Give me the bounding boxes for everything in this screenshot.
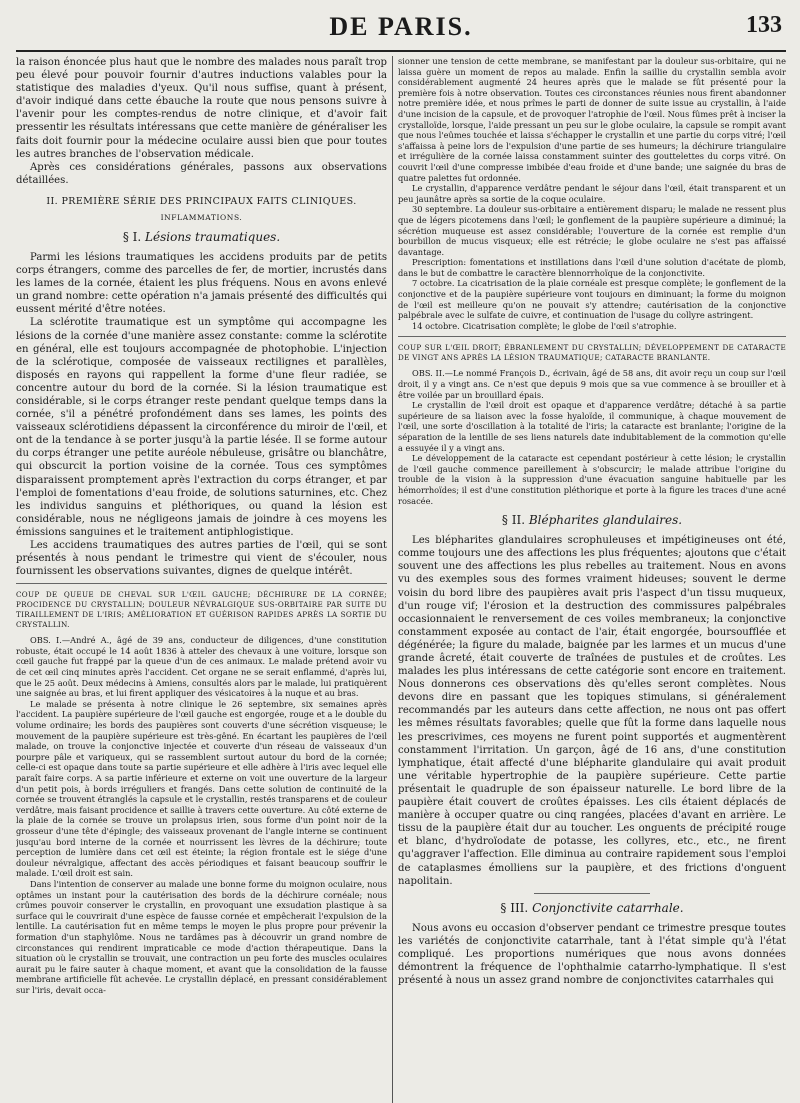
observation-paragraph: OBS. I.—André A., âgé de 39 ans, conducteur de diligences, d'une constitution robuste, était occupé le 14 août 1836 à atteler des chevaux à une voiture, lorsque son cœil gauche fut frappé par la queue d'un de ces animaux. Le malade prétend avoir vu de cet œil cinq minutes après l'accident. Cet organe ne se serait enflammé, d'après lui, que le 25 août. Deux médecins à Amiens, consultés alors par le malade, lui pratiquèrent une saignée au bras, et lui firent appliquer des vésicatoires à la nuque et au bras. <box>16 635 387 699</box>
observation-paragraph: Le malade se présenta à notre clinique le 26 septembre, six semaines après l'accident. La paupière supérieure de l'œil gauche est engorgée, rouge et a le double du volume ordinaire; les bords des paupières sont couverts d'une sécrétion visqueuse; le mouvement de la paupière supérieure est très-gêné. En écartant les paupières de l'œil malade, on trouve la conjonctive injectée et couverte d'un réseau de vaisseaux d'un pourpre pâle et variqueux, qui se rassemblent surtout autour du bord de la cornée; celle-ci est opaque dans toute sa partie supérieure et elle adhère à l'iris avec lequel elle paraît faire corps. A sa partie inférieure et externe on voit une ouverture de la largeur d'un petit pois, à bords irréguliers et frangés. Dans cette solution de continuité de la cornée se trouvent étranglés la capsule et le crystallin, restés transparens et de couleur verdâtre, mais faisant procidence et saillie à travers cette ouverture. Au côté externe de la plaie de la cornée se trouve un prolapsus irien, sous forme d'un point noir de la grosseur d'une tête d'épingle; des vaisseaux provenant de l'angle interne se continuent jusqu'au bord interne de la cornée et nourrissent les lèvres de la déchirure; toute perception de lumière dans cet œil est éteinte; la région frontale est le siége d'une douleur névralgique, affectant des accès périodiques et faisant beaucoup souffrir le malade. L'œil droit est sain. <box>16 698 387 879</box>
section-title: Conjonctivite catarrhale. <box>532 900 684 915</box>
paragraph: la raison énoncée plus haut que le nombre des malades nous paraît trop peu élevé pour pouvoir fournir d'autres inductions valables pour la statistique des maladies d'yeux. Qu'il nous suffise, quant à présent, d'avoir indiqué dans cette ébauche la route que nous pensons suivre à l'avenir pour les comptes-rendus de notre clinique, et d'avoir fait pressentir les résultats intéressans que cette manière de généraliser les faits doit fournir pour la médecine oculaire aussi bien que pour toutes les autres branches de l'observation médicale. <box>16 57 387 160</box>
paragraph: Parmi les lésions traumatiques les accidens produits par de petits corps étrangers, comme des parcelles de fer, de mortier, incrustés dans les lames de la cornée, étaient les plus fréquens. Nous en avons enlevé un grand nombre: cette opération n'a jamais présenté des difficultés qui eussent mérité d'être notées. <box>16 251 387 316</box>
observation-caption: COUP DE QUEUE DE CHEVAL SUR L'ŒIL GAUCHE; DÉCHIRURE DE LA CORNÉE; PROCIDENCE DU CRYSTALLIN; DOULEUR NÉVRALGIQUE SUS-ORBITAIRE PAR SUITE DU TIRAILLEMENT DE L'IRIS; AMÉLIORATION ET GUÉRISON RAPIDES APRÈS LA SORTIE DU CRYSTALLIN. <box>16 590 387 630</box>
section-heading <box>16 229 387 245</box>
section-number: § I. <box>122 229 142 244</box>
section-number: § III. <box>500 900 529 915</box>
observation-paragraph: Prescription: fomentations et instillations dans l'œil d'une solution d'acétate de plomb, dans le but de combattre le caractère blennorrhoïque de la conjonctivite. <box>398 257 786 278</box>
observation-paragraph: 30 septembre. La douleur sus-orbitaire a entièrement disparu; le malade ne ressent plus que de légers picotemens dans l'œil; le gonflement de la paupière supérieure a diminué; la sécrétion muqueuse est assez considérable; l'ouverture de la cornée est remplie d'un bourbillon de mucus visqueux; elle est rétrécie; le globe oculaire ne s'est pas affaissé davantage. <box>398 204 786 257</box>
paragraph: Nous avons eu occasion d'observer pendant ce trimestre presque toutes les variétés de conjonctivite catarrhale, tant à l'état simple qu'à l'état compliqué. Les proportions numériques que nous avons données démontrent la fréquence de l'ophthalmie catarrho-lymphatique. Il s'est présenté à nous un assez grand nombre de conjonctivites catarrhales qui <box>398 922 786 987</box>
section-title: Blépharites glandulaires. <box>528 513 683 528</box>
two-column-body <box>16 56 786 1103</box>
left-column <box>16 56 387 1103</box>
divider <box>16 583 387 584</box>
observation-paragraph: OBS. II.—Le nommé François D., écrivain, âgé de 58 ans, dit avoir reçu un coup sur l'œil droit, il y a vingt ans. Ce n'est que depuis 9 mois que sa vue commence à se brouiller et à être voilée par un brouillard épais. <box>398 368 786 400</box>
observation-paragraph: 14 octobre. Cicatrisation complète; le globe de l'œil s'atrophie. <box>412 320 677 331</box>
observation-caption: COUP SUR L'ŒIL DROIT; ÉBRANLEMENT DU CRYSTALLIN; DÉVELOPPEMENT DE CATARACTE DE VINGT ANS APRÈS LA LÉSION TRAUMATIQUE; CATARACTE BRANLANTE. <box>398 343 786 363</box>
running-title: DE PARIS. <box>329 12 473 41</box>
observation-paragraph: Le crystallin de l'œil droit est opaque et d'apparence verdâtre; détaché à sa partie supérieure de sa liaison avec la fosse hyaloïde, il communique, à chaque mouvement de l'œil, une sorte d'oscillation à la totalité de l'iris; la cataracte est branlante; l'origine de la séparation de la lentille de ses liens naturels date indubitablement de la commotion qu'elle a essuyée il y a vingt ans. <box>398 400 786 453</box>
observation-paragraph: Le crystallin, d'apparence verdâtre pendant le séjour dans l'œil, était transparent et un peu jaunâtre après sa sortie de la coque oculaire. <box>398 183 786 204</box>
page-number: 133 <box>746 12 782 38</box>
page-header <box>16 6 786 52</box>
observation-paragraph: 7 octobre. La cicatrisation de la plaie cornéale est presque complète; le gonflement de la conjonctive et de la paupière supérieure vont toujours en diminuant; la forme du moignon de l'œil est meilleure qu'on ne pouvait s'y attendre; cautérisation de la conjonctive palpébrale avec le sulfate de cuivre, et continuation de l'usage du collyre astringent. <box>398 278 786 321</box>
paragraph: La sclérotite traumatique est un symptôme qui accompagne les lésions de la cornée d'une manière assez constante: comme la sclérotite en général, elle est toujours accompagnée de photophobie. L'injection de la sclérotique, composée de vaisseaux rectilignes et parallèles, disposés en rayons qui rappellent la forme d'une fleur radiée, se concentre autour du bord de la cornée. Si la lésion traumatique est considérable, si le corps étranger reste pendant quelque temps dans la cornée, s'il a pénétré profondément dans ses lames, les points des vaisseaux sclérotidiens dépassent la circonférence du miroir de l'œil, et ont de la tendance à se porter jusqu'à la partie lésée. Il se forme autour du corps étranger une petite auréole nébuleuse, grisâtre ou blanchâtre, qui obscurcit la portion voisine de la cornée. Tous ces symptômes disparaissent promptement après l'extraction du corps étranger, et par l'emploi de fomentations d'eau froide, de solutions saturnines, etc. Chez les individus sanguins et pléthoriques, ou quand la lésion est considérable, nous ne négligeons jamais de joindre à ces moyens les émissions sanguines et le traitement antiphlogistique. <box>16 317 387 538</box>
observation-paragraph: Dans l'intention de conserver au malade une bonne forme du moignon oculaire, nous optâmes un instant pour la cautérisation des bords de la déchirure cornéale; nous crûmes pouvoir conserver le crystallin, en provoquant une exsudation plastique à sa surface qui le couvrirait d'une espèce de fausse cornée et empêcherait l'expulsion de la lentille. La cautérisation fut en même temps le moyen le plus propre pour prévenir la formation d'un staphylôme. Nous ne tardâmes pas à découvrir un grand nombre de circonstances qui rendirent impraticable ce mode d'action thérapeutique. Dans la situation où le crystallin se trouvait, une contraction un peu forte des muscles oculaires aurait pu le faire sauter à chaque moment, et avant que la consolidation de la fausse membrane artificielle fût achevée. Le crystallin déplacé, en pressant considérablement sur l'iris, devait occa- <box>16 878 387 995</box>
paragraph: Après ces considérations générales, passons aux observations détaillées. <box>16 161 387 186</box>
divider <box>398 336 786 337</box>
column-rule <box>392 56 393 1103</box>
paragraph: Les blépharites glandulaires scrophuleuses et impétigineuses ont été, comme toujours une des affections les plus fréquentes; ajoutons que c'était souvent une des affections les plus rebelles au traitement. Nous en avons vu des exemples sous des formes vraiment hideuses; souvent le derme voisin du bord libre des paupières avait pris l'aspect d'un tissu muqueux, d'un rouge vif; l'érosion et la destruction des commissures palpébrales occasionnaient le renversement de ces voiles membraneux; la conjonctive constamment exposée au contact de l'air, était engorgée, boursoufflée et dégénérée; la figure du malade, baignée par les larmes et un mucus d'une grande âcreté, était couverte de traînées de pustules et de croûtes. Les malades les plus intéressans de cette catégorie sont encore en traitement. Nous donnerons ces observations dès qu'elles seront complètes. Nous devons dire en passant que les topiques stimulans, si généralement recommandés par les auteurs dans cette affection, ne nous ont pas offert les mêmes résultats favorables; quelle que fût la forme dans laquelle nous les prescrivimes, ces moyens ne furent point supportés et augmentèrent constamment l'irritation. Un garçon, âgé de 16 ans, d'une constitution lymphatique, était affecté d'une blépharite glandulaire qui avait produit une véritable hypertrophie de la paupière supérieure. Cette partie présentait le quadruple de son épaisseur naturelle. Le bord libre de la paupière était couvert de croûtes épaisses. Les cils étaient déplacés de manière à occuper quatre ou cinq rangées, placées d'avant en arrière. Le tissu de la paupière était dur au toucher. Les onguents de précipité rouge et blanc, d'hydroïodate de potasse, les collyres, etc., etc., ne firent qu'aggraver l'affection. Elle diminua au contraire rapidement sous l'emploi de cataplasmes émolliens sur la paupière, et des frictions d'onguent napolitain. <box>398 535 786 887</box>
paragraph: Les accidens traumatiques des autres parties de l'œil, qui se sont présentés à nous pendant le trimestre qui vient de s'écouler, nous fournissent les observations suivantes, dignes de quelque intérêt. <box>16 540 387 578</box>
subheading: INFLAMMATIONS. <box>160 212 243 222</box>
divider <box>534 893 650 894</box>
observation-paragraph: sionner une tension de cette membrane, se manifestant par la douleur sus-orbitaire, qui ne laissa guère un moment de repos au malade. Enfin la saillie du crystallin sembla avoir considérablement augmenté 24 heures après que le malade se fût présenté pour la première fois à notre observation. Toutes ces circonstances réunies nous firent abandonner notre première idée, et nous prîmes le parti de donner de suite issue au crystallin, à l'aide d'une incision de la capsule, et de provoquer l'atrophie de l'œil. Nous fûmes prêt à inciser la crystalloïde, lorsque, l'aide pressant un peu sur le globe oculaire, la capsule se rompit avant que nous l'eûmes touchée et laissa s'échapper le crystallin et une partie du corps vitré; l'œil s'affaissa à peine lors de l'expulsion d'une partie de ses humeurs; la déchirure triangulaire et irrégulière de la cornée laissa constamment suinter des gouttelettes du corps vitré. On couvrit l'œil d'une compresse imbibée d'eau froide et d'une bande; une saignée du bras de quatre palettes fut ordonnée. <box>398 56 786 183</box>
section-title: Lésions traumatiques. <box>145 229 281 244</box>
section-number: § II. <box>501 513 526 528</box>
section-heading <box>398 512 786 528</box>
part-heading: II. PREMIÈRE SÉRIE DES PRINCIPAUX FAITS CLINIQUES. <box>46 195 357 207</box>
observation-paragraph: Le développement de la cataracte est cependant postérieur à cette lésion; le crystallin de l'œil gauche commence pareillement à s'obscurcir; le malade attribue l'origine du trouble de la vision à la suppression d'une évacuation sanguine habituelle par les hémorrhoïdes; il est d'une constitution pléthorique et porte à la figure les traces d'une acné rosacée. <box>398 453 786 506</box>
section-heading <box>398 900 786 916</box>
right-column <box>398 56 786 1103</box>
